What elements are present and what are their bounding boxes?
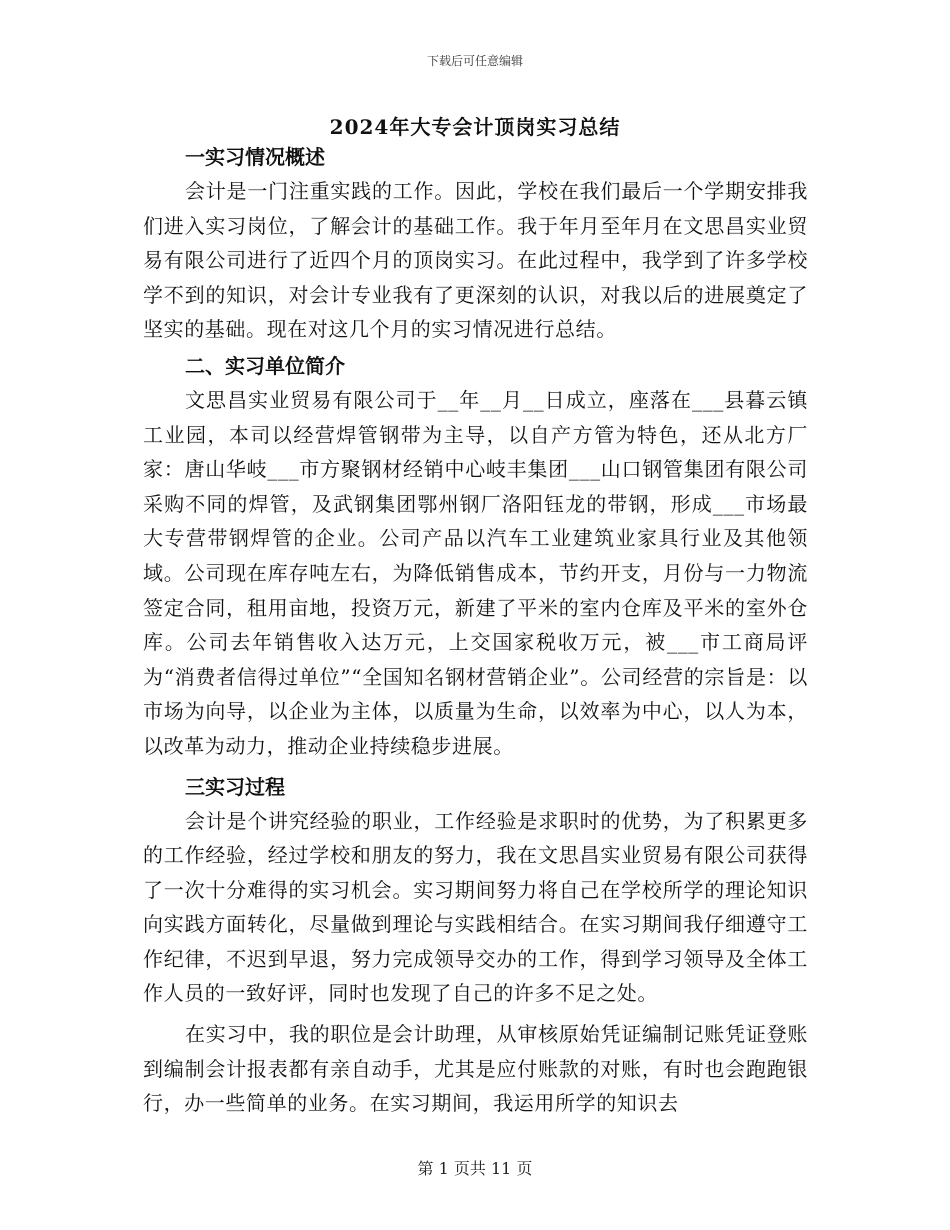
document-body <box>143 140 808 1121</box>
paragraph-process-1: 会计是个讲究经验的职业，工作经验是求职时的优势，为了积累更多的工作经验，经过学校和朋友的努力，我在文思昌实业贸易有限公司获得了一次十分难得的实习机会。实习期间努力将自己在学校所学的理论知识向实践方面转化，尽量做到理论与实践相结合。在实习期间我仔细遵守工作纪律，不迟到早退，努力完成领导交办的工作，得到学习领导及全体工作人员的一致好评，同时也发现了自己的许多不足之处。 <box>143 808 808 1006</box>
paragraph-process-2: 在实习中，我的职位是会计助理，从审核原始凭证编制记账凭证登账到编制会计报表都有亲自动手，尤其是应付账款的对账，有时也会跑跑银行，办一些简单的业务。在实习期间，我运用所学的知识去 <box>143 1022 808 1116</box>
download-note: 下载后可任意编辑 <box>426 54 523 68</box>
section-heading-overview: 一实习情况概述 <box>185 145 325 169</box>
section-heading-process: 三实习过程 <box>185 774 285 799</box>
paragraph-overview: 会计是一门注重实践的工作。因此，学校在我们最后一个学期安排我们进入实习岗位，了解会计的基础工作。我于年月至年月在文思昌实业贸易有限公司进行了近四个月的顶岗实习。在此过程中，我学到了许多学校学不到的知识，对会计专业我有了更深刻的认识，对我以后的进展奠定了坚实的基础。现在对这几个月的实习情况进行总结。 <box>143 179 808 342</box>
page-number: 第 1 页共 11 页 <box>417 1159 533 1178</box>
section-heading-company: 二、实习单位简介 <box>185 353 345 378</box>
paragraph-company: 文思昌实业贸易有限公司于__年__月__日成立，座落在___县暮云镇工业园，本司以经营焊管钢带为主导，以自产方管为特色，还从北方厂家：唐山华岐___市方聚钢材经销中心岐丰集团___山口钢管集团有限公司采购不同的焊管，及武钢集团鄂州钢厂洛阳钰龙的带钢，形成___市场最大专营带钢焊管的企业。公司产品以汽车工业建筑业家具行业及其他领域。公司现在库存吨左右，为降低销售成本，节约开支，月份与一力物流签定合同，租用亩地，投资万元，新建了平米的室内仓库及平米的室外仓库。公司去年销售收入达万元，上交国家税收万元，被___市工商局评为“消费者信得过单位”“全国知名钢材营销企业”。公司经营的宗旨是：以市场为向导，以企业为主体，以质量为生命，以效率为中心，以人为本，以改革为动力，推动企业持续稳步进展。 <box>143 387 808 758</box>
document-title: 2024年大专会计顶岗实习总结 <box>329 115 621 139</box>
